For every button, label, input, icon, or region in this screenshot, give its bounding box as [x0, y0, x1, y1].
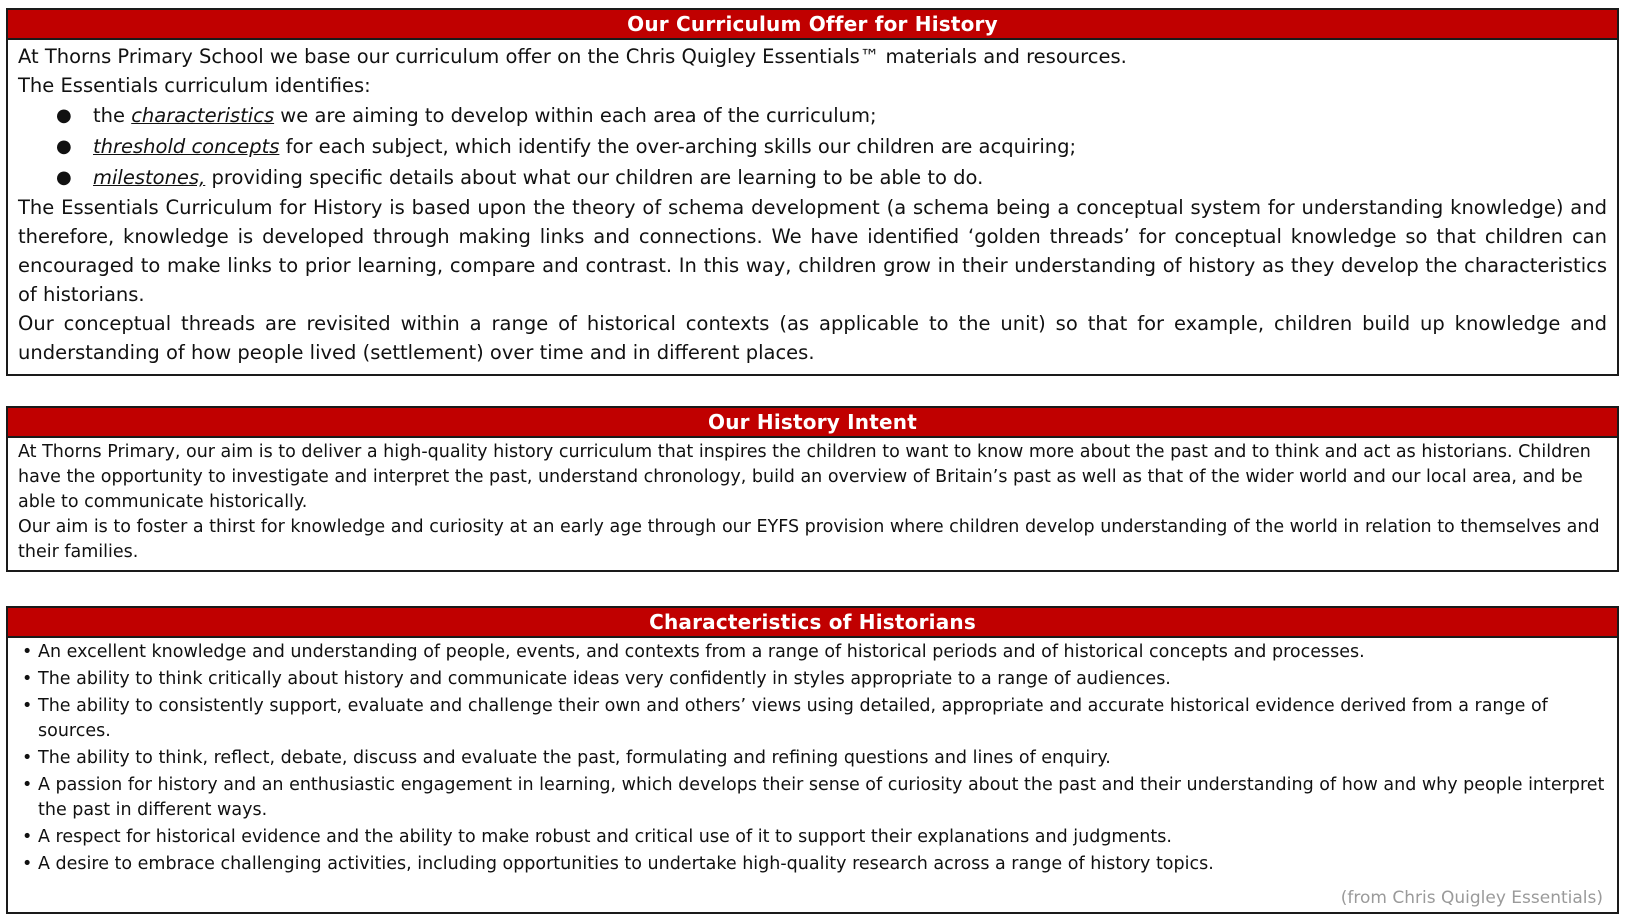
curriculum-offer-panel	[6, 8, 1619, 376]
offer-bullet-milestones: ● milestones, providing specific details about what our children are learning to be able to do.	[18, 162, 1607, 193]
offer-bullet-list	[18, 100, 1607, 193]
list-item: • The ability to think, reflect, debate, discuss and evaluate the past, formulating and refining questions and lines of enquiry.	[18, 746, 1607, 771]
bullet-icon: ●	[56, 105, 72, 126]
offer-bullet-characteristics: ● the characteristics we are aiming to develop within each area of the curriculum;	[18, 100, 1607, 131]
list-item: • A desire to embrace challenging activities, including opportunities to undertake high-quality research across a range of history topics.	[18, 852, 1607, 877]
list-item: • An excellent knowledge and understanding of people, events, and contexts from a range of historical periods and of historical concepts and processes.	[18, 640, 1607, 665]
list-item: • A passion for history and an enthusiastic engagement in learning, which develops their sense of curiosity about the past and their understanding of how and why people interpret the past in different ways.	[22, 775, 1605, 820]
bullet-icon: •	[22, 748, 33, 768]
bullet-icon: •	[22, 642, 33, 662]
history-intent-panel	[6, 406, 1619, 572]
offer-intro-line1: At Thorns Primary School we base our curriculum offer on the Chris Quigley Essentials™ materials and resources.	[18, 45, 1127, 68]
curriculum-offer-body	[8, 40, 1617, 367]
bullet-icon: •	[22, 696, 33, 716]
characteristics-title: Characteristics of Historians	[8, 608, 1617, 638]
list-item: • A respect for historical evidence and the ability to make robust and critical use of it to support their explanations and judgments.	[18, 825, 1607, 850]
offer-schema-paragraph: The Essentials Curriculum for History is based upon the theory of schema development (a schema being a conceptual system for understanding knowledge) and therefore, knowledge is developed through making links and connections. We have identified ‘golden threads’ for conceptual knowledge so that children can encouraged to make links to prior learning, compare and contrast. In this way, children grow in their understanding of history as they develop the characteristics of historians.	[18, 196, 1607, 306]
bullet-icon: •	[22, 775, 33, 795]
bullet-icon: •	[22, 669, 33, 689]
list-item: • The ability to consistently support, evaluate and challenge their own and others’ views using detailed, appropriate and accurate historical evidence derived from a range of sources.	[22, 696, 1548, 741]
curriculum-offer-title: Our Curriculum Offer for History	[8, 10, 1617, 40]
offer-bullet-threshold-concepts: ● threshold concepts for each subject, which identify the over-arching skills our children are acquiring;	[18, 131, 1607, 162]
intent-paragraph-2: Our aim is to foster a thirst for knowledge and curiosity at an early age through our EYFS provision where children develop understanding of the world in relation to themselves and their families.	[18, 517, 1600, 562]
characteristics-list	[18, 640, 1607, 877]
characteristics-body	[8, 638, 1617, 877]
characteristics-panel	[6, 606, 1619, 914]
history-intent-body	[8, 438, 1617, 565]
source-attribution: (from Chris Quigley Essentials)	[1340, 888, 1603, 908]
offer-threads-paragraph: Our conceptual threads are revisited within a range of historical contexts (as applicable to the unit) so that for example, children build up knowledge and understanding of how people lived (settlement) over time and in different places.	[18, 312, 1607, 364]
history-intent-title: Our History Intent	[8, 408, 1617, 438]
bullet-icon: •	[22, 827, 33, 847]
offer-intro-line2: The Essentials curriculum identifies:	[18, 74, 371, 97]
bullet-icon: •	[22, 854, 33, 874]
characteristics-link[interactable]: characteristics	[131, 104, 275, 127]
intent-paragraph-1: At Thorns Primary, our aim is to deliver a high-quality history curriculum that inspires the children to want to know more about the past and to think and act as historians. Children have the opportunity to investigate and interpret the past, understand chronology, build an overview of Britain’s past as well as that of the wider world and our local area, and be able to communicate historically.	[18, 442, 1591, 512]
list-item: • The ability to think critically about history and communicate ideas very confidently in styles appropriate to a range of audiences.	[18, 667, 1607, 692]
bullet-icon: ●	[56, 136, 72, 157]
milestones-link[interactable]: milestones,	[93, 166, 206, 189]
threshold-concepts-link[interactable]: threshold concepts	[93, 135, 280, 158]
bullet-icon: ●	[56, 167, 72, 188]
